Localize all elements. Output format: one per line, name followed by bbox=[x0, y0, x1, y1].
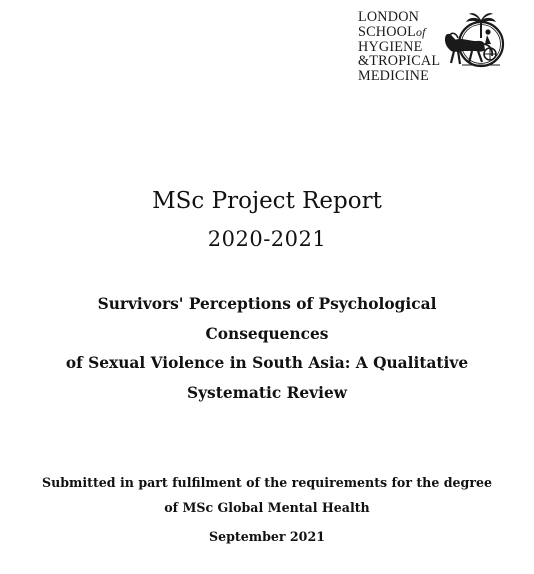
report-title-line: Survivors' Perceptions of Psychological Consequences bbox=[97, 295, 437, 343]
logo-line-school bbox=[358, 25, 440, 40]
report-title bbox=[40, 290, 494, 408]
logo-line-tropical: &TROPICAL bbox=[358, 53, 441, 70]
logo-line-medicine: MEDICINE bbox=[358, 68, 429, 85]
institution-logo bbox=[358, 8, 508, 85]
logo-line-london: LONDON bbox=[358, 9, 420, 25]
lshtm-crest-icon bbox=[438, 8, 506, 78]
logo-line-hygiene: HYGIENE bbox=[358, 38, 423, 55]
page-title: MSc Project Report bbox=[152, 188, 382, 214]
academic-years: 2020-2021 bbox=[207, 227, 327, 251]
submission-line: Submitted in part fulfilment of the requirements for the degree bbox=[41, 475, 493, 490]
report-title-line: of Sexual Violence in South Asia: A Qualitative bbox=[65, 354, 469, 372]
report-title-line: Systematic Review bbox=[187, 383, 347, 402]
logo-word-school: SCHOOL bbox=[358, 23, 416, 40]
submission-statement bbox=[30, 470, 504, 520]
logo-word-of: of bbox=[415, 24, 426, 39]
submission-line: of MSc Global Mental Health bbox=[164, 500, 370, 515]
submission-date: September 2021 bbox=[209, 529, 325, 544]
institution-name bbox=[358, 10, 440, 84]
